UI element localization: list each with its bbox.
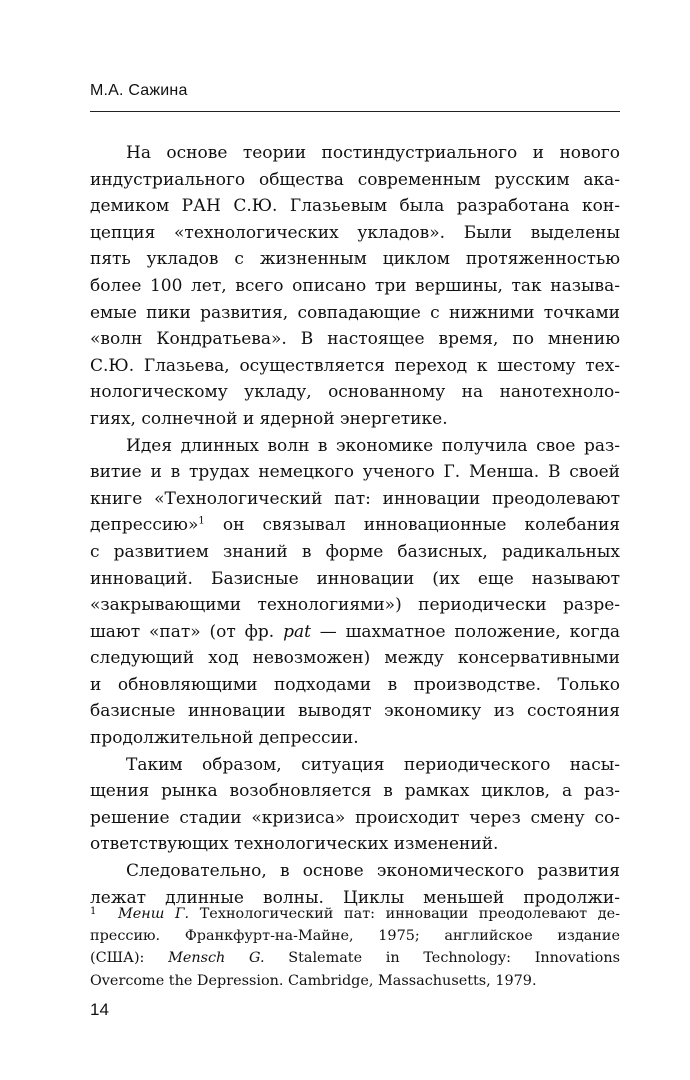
text-line: базисные инновации выводят экономику из состояния: [90, 701, 620, 722]
text-line: решение стадии «кризиса» происходит через смену со-: [90, 807, 620, 828]
text-segment: депрессию»: [90, 515, 199, 536]
text-line: продолжительной депрессии.: [90, 728, 359, 749]
text-line: инноваций. Базисные инновации (их еще называют: [90, 568, 620, 589]
text-line: [90, 512, 620, 539]
text-line: [90, 619, 620, 646]
text-line: гиях, солнечной и ядерной энергетике.: [90, 408, 448, 429]
footnote-mark: 1: [90, 906, 97, 917]
text-segment: он связывал инновационные колебания: [204, 515, 620, 536]
text-line: Таким образом, ситуация периодического насы-: [126, 754, 620, 775]
text-line: «волн Кондратьева». В настоящее время, по мнению: [90, 329, 620, 350]
italic-author: Менш Г.: [118, 906, 190, 922]
italic-author: Mensch G.: [168, 950, 265, 967]
text-line: индустриального общества современным русским ака-: [90, 169, 620, 190]
text-line: с развитием знаний в форме базисных, радикальных: [90, 541, 620, 562]
text-line: щения рынка возобновляется в рамках циклов, а раз-: [90, 781, 620, 802]
footnote-line: [90, 903, 620, 925]
text-line: «закрывающими технологиями») периодически разре-: [90, 595, 620, 616]
text-line: пять укладов с жизненным циклом протяженностью: [90, 249, 620, 270]
text-segment: — шахматное положение, когда: [310, 621, 621, 642]
italic-term: pat: [283, 621, 311, 642]
text-line: С.Ю. Глазьева, осуществляется переход к шестому тех-: [90, 355, 620, 376]
footnote-line: прессию. Франкфурт-на-Майне, 1975; английское издание: [90, 928, 620, 945]
footnote: [90, 903, 620, 992]
text-line: витие и в трудах немецкого ученого Г. Менша. В своей: [90, 462, 620, 483]
text-line: Идея длинных волн в экономике получила свое раз-: [126, 435, 620, 456]
text-line: цепция «технологических укладов». Были выделены: [90, 222, 620, 243]
text-line: книге «Технологический пат: инновации преодолевают: [90, 488, 620, 509]
text-segment: (США):: [90, 950, 169, 967]
text-segment: шают «пат» (от фр.: [90, 621, 284, 642]
text-segment: Stalemate in Technology: Innovations: [264, 950, 621, 967]
main-text: [90, 140, 620, 911]
footnote-line: Overcome the Depression. Cambridge, Massachusetts, 1979.: [90, 972, 537, 989]
text-line: Следовательно, в основе экономического развития: [126, 861, 620, 882]
text-line: На основе теории постиндустриального и нового: [126, 143, 620, 163]
text-line: нологическому укладу, основанному на нанотехноло-: [90, 382, 620, 403]
text-line: следующий ход невозможен) между консервативными: [90, 648, 620, 669]
text-line: ответствующих технологических изменений.: [90, 834, 499, 855]
text-line: лежат длинные волны. Циклы меньшей продолжи-: [90, 887, 620, 908]
footnote-reference: 1: [198, 515, 205, 527]
page-number: 14: [90, 1000, 109, 1019]
header-rule: [90, 111, 620, 112]
text-segment: Технологический пат: инновации преодолевают де-: [189, 906, 620, 922]
footnote-line: [90, 947, 620, 969]
text-line: и обновляющими подходами в производстве. Только: [90, 674, 620, 695]
running-header: [90, 80, 620, 112]
author-name: М.А. Сажина: [90, 82, 188, 99]
text-line: емые пики развития, совпадающие с нижними точками: [90, 302, 620, 323]
text-line: более 100 лет, всего описано три вершины, так называ-: [90, 275, 620, 296]
text-line: демиком РАН С.Ю. Глазьевым была разработана кон-: [90, 196, 620, 217]
